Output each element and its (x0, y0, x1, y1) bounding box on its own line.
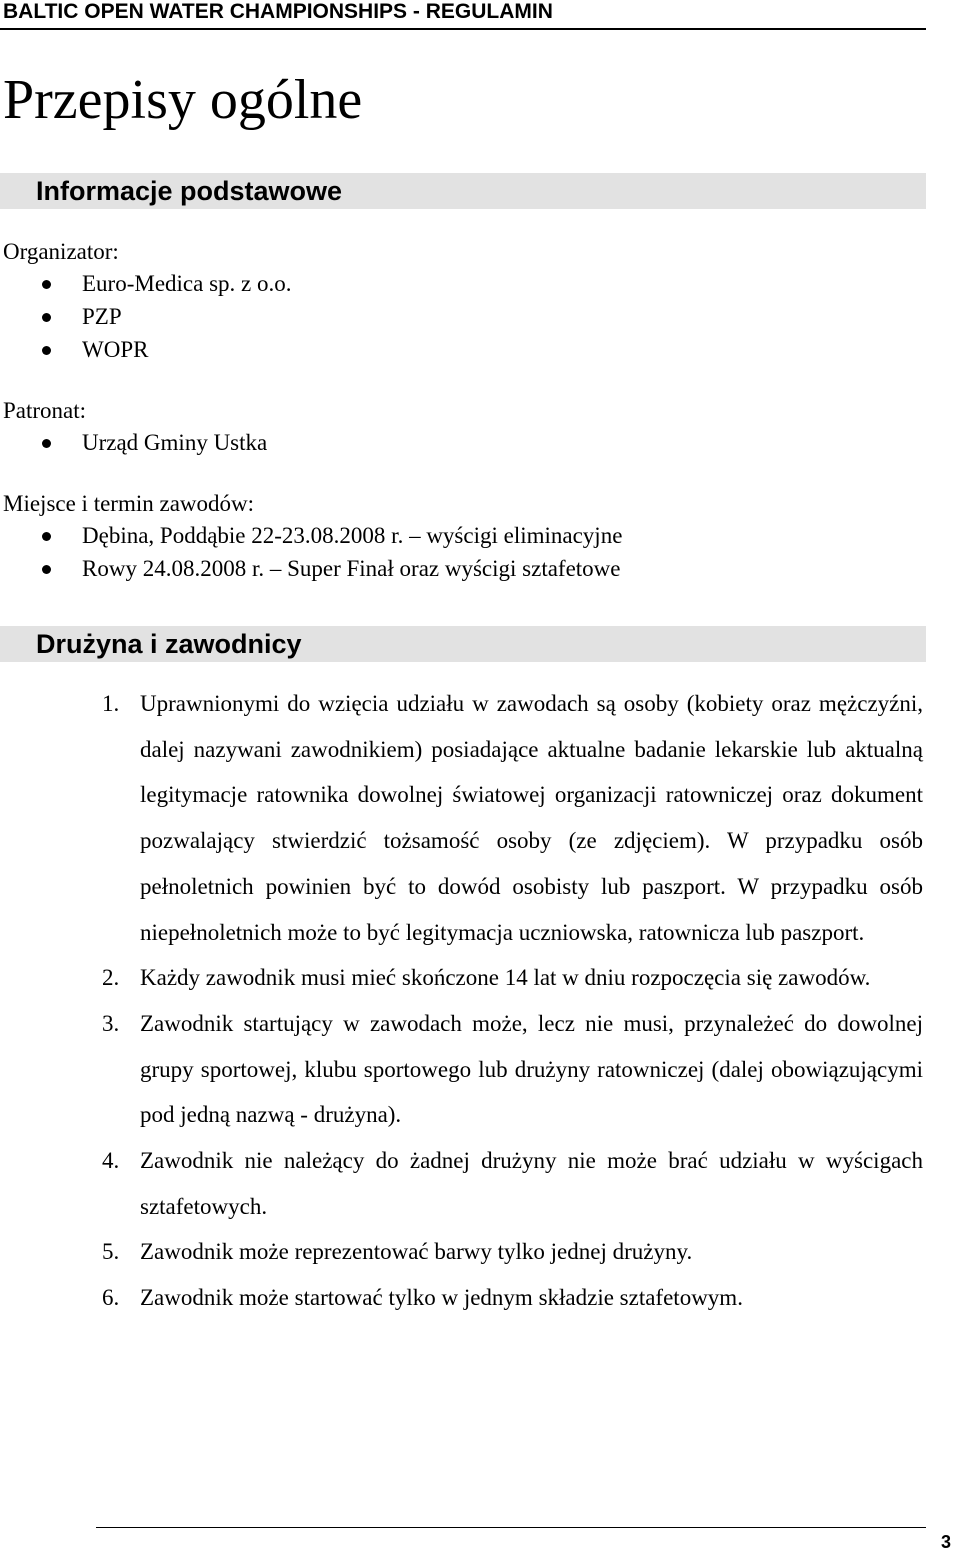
rule-text: Zawodnik startujący w zawodach może, lecz nie musi, przynależeć do dowolnej grupy sportowej, klubu sportowego lub drużyny ratowniczej (dalej obowiązującymi pod jedną nazwą - drużyna). (140, 1010, 923, 1128)
rule-item (0, 1138, 923, 1229)
organizer-name: PZP (82, 304, 122, 329)
section-title-basic-info: Informacje podstawowe (36, 176, 343, 206)
organizer-label: Organizator: (3, 239, 119, 264)
section-title-team: Drużyna i zawodnicy (36, 629, 302, 659)
bullet-icon (42, 565, 51, 574)
rule-item (0, 955, 923, 1001)
rule-number: 3. (102, 1010, 120, 1036)
venue-entry: Rowy 24.08.2008 r. – Super Finał oraz wyścigi sztafetowe (82, 556, 621, 581)
running-header (0, 0, 926, 30)
bullet-icon (42, 532, 51, 541)
organizer-list-item (0, 335, 900, 365)
rule-item (0, 681, 923, 955)
venue-label: Miejsce i termin zawodów: (3, 491, 255, 516)
page-title: Przepisy ogólne (3, 69, 363, 131)
organizer-list-item (0, 302, 900, 332)
rule-text: Zawodnik może reprezentować barwy tylko jednej drużyny. (140, 1239, 693, 1265)
patron-name: Urząd Gminy Ustka (82, 430, 268, 455)
organizer-name: WOPR (82, 337, 149, 362)
bullet-icon (42, 280, 51, 289)
rule-item (0, 1001, 923, 1138)
rule-number: 2. (102, 965, 120, 991)
rule-number: 6. (102, 1285, 120, 1311)
organizer-list-item (0, 269, 900, 299)
bullet-icon (42, 346, 51, 355)
rule-text: Uprawnionymi do wzięcia udziału w zawodach są osoby (kobiety oraz mężczyźni, dalej nazywani zawodnikiem) posiadające aktualne badanie lekarskie lub aktualną legitymacje ratownika dowolnej światowej organizacji ratowniczej oraz dokument pozwalający stwierdzić tożsamość osoby (ze zdjęciem). W przypadku osób pełnoletnich powinien być to dowód osobisty lub paszport. W przypadku osób niepełnoletnich może to być legitymacja uczniowska, ratownicza lub paszport. (140, 691, 923, 945)
rules-list (0, 681, 960, 1321)
venue-list-item (0, 554, 900, 584)
venue-list-item (0, 521, 900, 551)
bullet-icon (42, 439, 51, 448)
rule-text: Zawodnik może startować tylko w jednym składzie sztafetowym. (140, 1285, 743, 1311)
rule-text: Zawodnik nie należący do żadnej drużyny nie może brać udziału w wyścigach sztafetowych. (140, 1148, 923, 1219)
rule-item (0, 1229, 923, 1275)
bullet-icon (42, 313, 51, 322)
organizer-name: Euro-Medica sp. z o.o. (82, 271, 292, 296)
footer-divider (96, 1527, 926, 1528)
rule-number: 1. (102, 691, 120, 716)
rule-number: 4. (102, 1148, 120, 1174)
venue-entry: Dębina, Poddąbie 22-23.08.2008 r. – wyścigi eliminacyjne (82, 523, 623, 548)
page-number: 3 (941, 1532, 952, 1552)
rule-number: 5. (102, 1239, 120, 1265)
patronage-list-item (0, 428, 900, 458)
rule-text: Każdy zawodnik musi mieć skończone 14 lat w dniu rozpoczęcia się zawodów. (140, 965, 871, 991)
rule-item (0, 1275, 923, 1321)
patronage-label: Patronat: (3, 398, 87, 423)
document-header-title: BALTIC OPEN WATER CHAMPIONSHIPS - REGULAMIN (3, 0, 553, 23)
